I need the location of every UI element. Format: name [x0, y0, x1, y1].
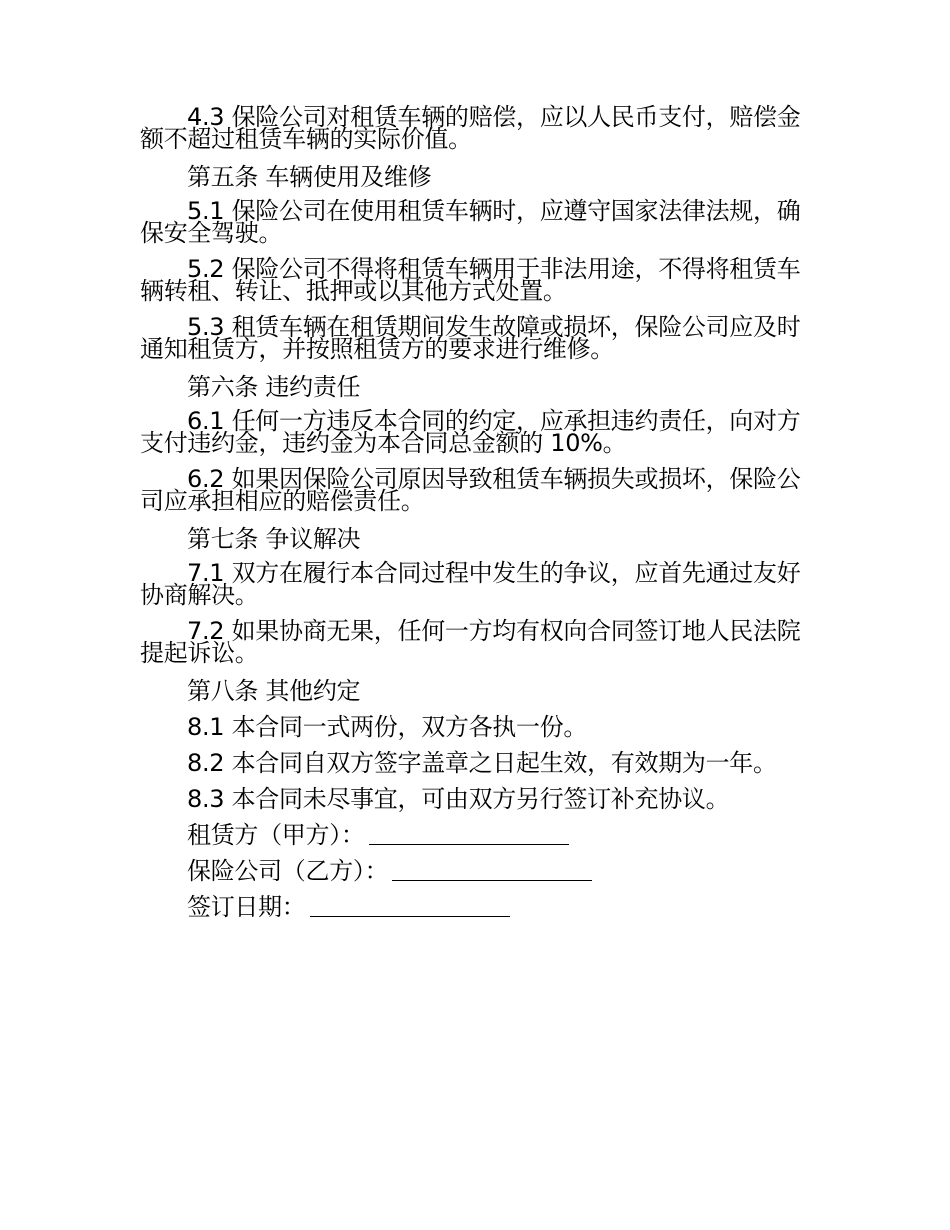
signing-date-label: 签订日期：	[187, 893, 306, 921]
clause-6-2: 6.2 如果因保险公司原因导致租赁车辆损失或损坏，保险公司应承担相应的赔偿责任。	[140, 465, 801, 515]
lessor-signature-line	[140, 822, 802, 848]
lessor-signature-label: 租赁方（甲方）：	[187, 821, 365, 849]
clause-8-3: 8.3 本合同未尽事宜，可由双方另行签订补充协议。	[187, 785, 730, 813]
insurer-signature-blank	[392, 858, 592, 881]
clause-8-2: 8.2 本合同自双方签字盖章之日起生效，有效期为一年。	[187, 749, 777, 777]
signing-date-line	[140, 894, 802, 920]
lessor-signature-blank	[369, 822, 569, 845]
clause-8-1: 8.1 本合同一式两份，双方各执一份。	[187, 713, 588, 741]
article-6-heading: 第六条 违约责任	[187, 373, 361, 401]
insurer-signature-label: 保险公司（乙方）：	[187, 857, 389, 885]
clause-7-1: 7.1 双方在履行本合同过程中发生的争议，应首先通过友好协商解决。	[140, 559, 801, 609]
signing-date-blank	[310, 894, 510, 917]
document-body	[140, 103, 802, 930]
clause-5-3: 5.3 租赁车辆在租赁期间发生故障或损坏，保险公司应及时通知租赁方，并按照租赁方的要求进行维修。	[140, 313, 801, 363]
clause-7-2: 7.2 如果协商无果，任何一方均有权向合同签订地人民法院提起诉讼。	[140, 617, 801, 667]
clause-4-3: 4.3 保险公司对租赁车辆的赔偿，应以人民币支付，赔偿金额不超过租赁车辆的实际价值。	[140, 103, 801, 153]
article-8-heading: 第八条 其他约定	[187, 677, 361, 705]
clause-5-2: 5.2 保险公司不得将租赁车辆用于非法用途，不得将租赁车辆转租、转让、抵押或以其他方式处置。	[140, 255, 801, 305]
clause-6-1: 6.1 任何一方违反本合同的约定，应承担违约责任，向对方支付违约金，违约金为本合同总金额的 10%。	[140, 407, 801, 457]
article-5-heading: 第五条 车辆使用及维修	[187, 163, 432, 191]
article-7-heading: 第七条 争议解决	[187, 525, 361, 553]
insurer-signature-line	[140, 858, 802, 884]
clause-5-1: 5.1 保险公司在使用租赁车辆时，应遵守国家法律法规，确保安全驾驶。	[140, 197, 801, 247]
